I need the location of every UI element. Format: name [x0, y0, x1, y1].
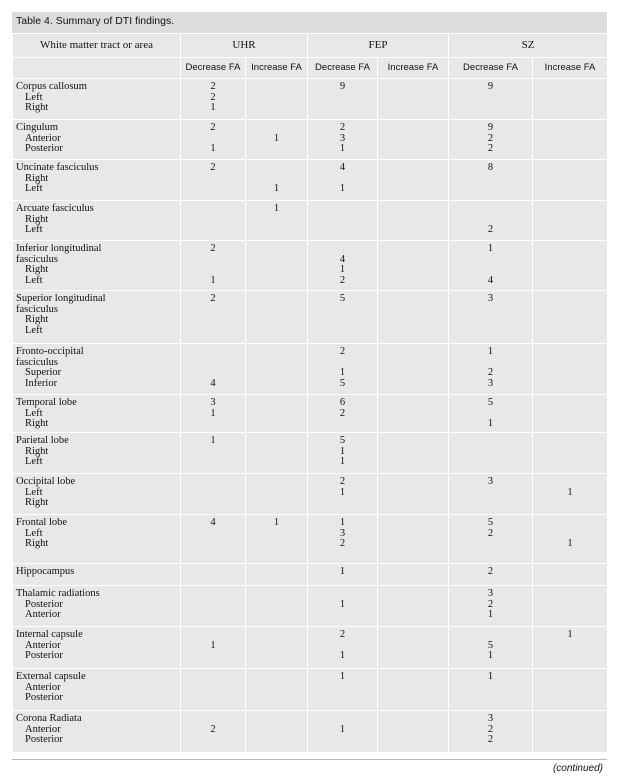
subregion-label: Posterior	[25, 143, 63, 154]
tract-cell	[13, 395, 181, 433]
fep-decrease-cell	[308, 201, 378, 241]
fep-decrease-cell	[308, 79, 378, 120]
count-value: 1	[339, 445, 346, 457]
tract-cell	[13, 241, 181, 291]
uhr-decrease-cell	[181, 241, 246, 291]
tract-column-header: White matter tract or area	[13, 34, 181, 58]
tract-label: fasciculus	[16, 303, 58, 315]
count-value: 2	[210, 243, 216, 254]
count-value: 3	[210, 397, 216, 408]
subregion-label: Right	[25, 213, 49, 225]
sz-decrease-cell	[449, 515, 533, 564]
count-value: 5	[339, 377, 346, 389]
subregion-label: Right	[25, 497, 49, 508]
count-value: 1	[210, 102, 216, 113]
tract-cell	[13, 291, 181, 344]
sz-decrease-cell	[449, 344, 533, 395]
count-value: 1	[487, 346, 494, 357]
count-value: 1	[339, 456, 346, 467]
sz-decrease-cell	[449, 711, 533, 753]
uhr-decrease-cell	[181, 669, 246, 711]
tract-label: Corona Radiata	[16, 713, 82, 724]
fep-increase-cell	[378, 344, 449, 395]
continued-note: (continued)	[552, 763, 603, 774]
tract-label: Cingulum	[16, 122, 59, 133]
count-value: 4	[487, 274, 494, 286]
tract-cell	[13, 711, 181, 753]
count-value: 1	[273, 132, 280, 144]
uhr-increase-cell	[246, 291, 308, 344]
dti-findings-table	[12, 33, 608, 753]
uhr-decrease-cell	[181, 627, 246, 669]
fep-decrease-cell	[308, 120, 378, 160]
fep-increase-cell	[378, 291, 449, 344]
uhr-increase-cell	[246, 586, 308, 627]
table-row	[13, 120, 608, 160]
count-value: 1	[210, 143, 216, 154]
count-value: 2	[487, 723, 494, 735]
count-value	[449, 255, 532, 266]
subregion-label: Left	[25, 183, 43, 194]
subheader-fep-decrease: Decrease FA	[308, 58, 378, 79]
uhr-increase-cell	[246, 515, 308, 564]
table-row	[13, 669, 608, 711]
fep-decrease-cell	[308, 291, 378, 344]
subregion-label: Left	[25, 456, 43, 467]
count-value: 3	[487, 293, 494, 304]
count-value: 2	[210, 122, 216, 133]
tract-cell	[13, 564, 181, 586]
count-value	[246, 163, 307, 174]
subregion-label: Right	[25, 538, 49, 549]
count-value: 1	[273, 517, 280, 528]
count-value: 2	[487, 598, 494, 610]
sz-decrease-cell	[449, 669, 533, 711]
count-value: 2	[339, 407, 346, 419]
count-value: 1	[339, 671, 346, 682]
tract-cell	[13, 515, 181, 564]
fep-decrease-cell	[308, 627, 378, 669]
uhr-increase-cell	[246, 79, 308, 120]
tract-label: Fronto-occipital	[16, 346, 84, 357]
count-value	[181, 630, 245, 641]
count-value	[533, 518, 607, 529]
tract-cell	[13, 160, 181, 201]
subregion-label: Anterior	[25, 132, 61, 144]
subregion-label: Left	[25, 224, 43, 235]
bottom-rule	[12, 759, 607, 760]
uhr-decrease-cell	[181, 201, 246, 241]
count-value	[181, 347, 245, 358]
tract-label: Thalamic radiations	[16, 588, 100, 599]
count-value: 4	[339, 253, 346, 265]
fep-decrease-cell	[308, 669, 378, 711]
count-value: 1	[567, 486, 573, 498]
uhr-decrease-cell	[181, 395, 246, 433]
sz-increase-cell	[533, 160, 608, 201]
sz-decrease-cell	[449, 79, 533, 120]
uhr-increase-cell	[246, 395, 308, 433]
tract-label: Temporal lobe	[16, 397, 77, 408]
count-value: 1	[487, 650, 494, 661]
sz-increase-cell	[533, 669, 608, 711]
tract-label: Corpus callosum	[16, 81, 87, 92]
fep-increase-cell	[378, 433, 449, 474]
group-header-fep: FEP	[308, 34, 449, 58]
count-value: 2	[210, 293, 216, 304]
count-value	[181, 368, 245, 379]
fep-decrease-cell	[308, 395, 378, 433]
uhr-increase-cell	[246, 120, 308, 160]
uhr-decrease-cell	[181, 711, 246, 753]
subregion-label: Inferior	[25, 377, 58, 389]
count-value: 3	[487, 588, 494, 599]
count-value	[308, 589, 377, 600]
sz-decrease-cell	[449, 433, 533, 474]
subheader-sz-increase: Increase FA	[533, 58, 608, 79]
count-value: 9	[487, 122, 494, 133]
uhr-decrease-cell	[181, 564, 246, 586]
count-value	[181, 265, 245, 276]
fep-decrease-cell	[308, 241, 378, 291]
subregion-label: Superior	[25, 367, 62, 378]
tract-label: External capsule	[16, 671, 86, 682]
count-value	[449, 204, 532, 215]
fep-increase-cell	[378, 474, 449, 515]
fep-increase-cell	[378, 627, 449, 669]
table-row	[13, 564, 608, 586]
uhr-decrease-cell	[181, 291, 246, 344]
subregion-label: Right	[25, 445, 49, 457]
count-value: 2	[487, 224, 494, 235]
count-value: 4	[210, 377, 216, 389]
count-value: 2	[339, 346, 346, 357]
fep-decrease-cell	[308, 711, 378, 753]
subregion-label: Right	[25, 102, 49, 113]
subregion-label: Right	[25, 314, 49, 325]
count-value: 9	[487, 81, 494, 92]
group-header-sz: SZ	[449, 34, 608, 58]
uhr-increase-cell	[246, 627, 308, 669]
table-row	[13, 201, 608, 241]
count-value: 1	[339, 183, 346, 194]
uhr-decrease-cell	[181, 586, 246, 627]
sz-increase-cell	[533, 711, 608, 753]
uhr-decrease-cell	[181, 433, 246, 474]
tract-label: Uncinate fasciculus	[16, 162, 99, 173]
subregion-label: Left	[25, 324, 43, 336]
count-value: 2	[339, 476, 346, 487]
count-value: 1	[487, 243, 494, 254]
count-value: 5	[487, 517, 494, 528]
uhr-increase-cell	[246, 564, 308, 586]
fep-increase-cell	[378, 120, 449, 160]
count-value: 1	[567, 538, 573, 549]
subheader-fep-increase: Increase FA	[378, 58, 449, 79]
count-value: 2	[339, 274, 346, 286]
fep-decrease-cell	[308, 474, 378, 515]
count-value	[246, 123, 307, 134]
subregion-label: Posterior	[25, 692, 63, 703]
count-value	[181, 358, 245, 369]
fep-decrease-cell	[308, 515, 378, 564]
count-value: 1	[210, 274, 216, 286]
subregion-label: Right	[25, 264, 49, 275]
subheader-sz-decrease: Decrease FA	[449, 58, 533, 79]
tract-cell	[13, 344, 181, 395]
sz-increase-cell	[533, 120, 608, 160]
count-value: 3	[487, 377, 494, 389]
fep-increase-cell	[378, 160, 449, 201]
fep-increase-cell	[378, 395, 449, 433]
count-value: 4	[339, 162, 346, 173]
count-value: 1	[567, 629, 573, 640]
subregion-label: Left	[25, 407, 43, 419]
subregion-label: Posterior	[25, 598, 63, 610]
tract-subheader-blank	[13, 58, 181, 79]
tract-label: Arcuate fasciculus	[16, 203, 94, 214]
count-value	[533, 477, 607, 488]
subregion-label: Left	[25, 486, 43, 498]
table-caption: Table 4. Summary of DTI findings.	[12, 12, 607, 33]
count-value: 2	[487, 132, 494, 144]
count-value: 2	[210, 162, 216, 173]
table-body	[13, 79, 608, 753]
fep-increase-cell	[378, 515, 449, 564]
count-value: 2	[487, 734, 494, 745]
sz-increase-cell	[533, 474, 608, 515]
fep-decrease-cell	[308, 433, 378, 474]
count-value: 1	[210, 639, 216, 651]
sz-decrease-cell	[449, 395, 533, 433]
uhr-decrease-cell	[181, 474, 246, 515]
subregion-label: Left	[25, 527, 43, 539]
count-value: 1	[210, 435, 216, 446]
table-row	[13, 586, 608, 627]
tract-label: Occipital lobe	[16, 476, 76, 487]
uhr-decrease-cell	[181, 160, 246, 201]
subregion-label: Anterior	[25, 723, 61, 735]
count-value: 5	[339, 435, 346, 446]
count-value: 1	[339, 367, 346, 378]
uhr-increase-cell	[246, 241, 308, 291]
count-value: 5	[339, 293, 346, 304]
table-row	[13, 160, 608, 201]
uhr-decrease-cell	[181, 120, 246, 160]
count-value: 5	[487, 397, 494, 408]
sz-increase-cell	[533, 395, 608, 433]
count-value: 8	[487, 162, 494, 173]
sz-increase-cell	[533, 515, 608, 564]
tract-cell	[13, 474, 181, 515]
count-value: 1	[339, 143, 346, 154]
count-value: 2	[487, 367, 494, 378]
sz-increase-cell	[533, 627, 608, 669]
tract-cell	[13, 120, 181, 160]
fep-increase-cell	[378, 669, 449, 711]
count-value	[181, 714, 245, 725]
table-row	[13, 711, 608, 753]
table-row	[13, 241, 608, 291]
tract-cell	[13, 669, 181, 711]
sz-decrease-cell	[449, 120, 533, 160]
subregion-label: Posterior	[25, 734, 63, 745]
count-value: 2	[339, 629, 346, 640]
fep-decrease-cell	[308, 564, 378, 586]
uhr-decrease-cell	[181, 515, 246, 564]
count-value: 2	[210, 723, 216, 735]
count-value: 1	[273, 183, 280, 194]
count-value	[308, 244, 377, 255]
count-value: 9	[339, 81, 346, 92]
table-row	[13, 344, 608, 395]
uhr-increase-cell	[246, 433, 308, 474]
count-value: 3	[487, 713, 494, 724]
count-value: 1	[487, 671, 494, 682]
uhr-decrease-cell	[181, 79, 246, 120]
count-value: 4	[210, 517, 216, 528]
sz-decrease-cell	[449, 291, 533, 344]
fep-increase-cell	[378, 586, 449, 627]
count-value: 1	[487, 609, 494, 620]
count-value: 2	[487, 527, 494, 539]
table-row	[13, 515, 608, 564]
count-value	[181, 255, 245, 266]
tract-label: Hippocampus	[16, 566, 75, 577]
uhr-increase-cell	[246, 201, 308, 241]
count-value: 2	[487, 566, 494, 577]
sz-increase-cell	[533, 433, 608, 474]
count-value: 1	[339, 650, 346, 661]
count-value: 5	[487, 639, 494, 651]
count-value: 3	[339, 132, 346, 144]
table-row	[13, 291, 608, 344]
sz-increase-cell	[533, 344, 608, 395]
sz-decrease-cell	[449, 241, 533, 291]
count-value: 1	[487, 418, 494, 429]
fep-increase-cell	[378, 711, 449, 753]
subheader-uhr-increase: Increase FA	[246, 58, 308, 79]
sz-decrease-cell	[449, 160, 533, 201]
tract-label: Parietal lobe	[16, 435, 69, 446]
table-row	[13, 474, 608, 515]
table-row	[13, 79, 608, 120]
sz-decrease-cell	[449, 201, 533, 241]
uhr-increase-cell	[246, 669, 308, 711]
tract-cell	[13, 586, 181, 627]
subheader-uhr-decrease: Decrease FA	[181, 58, 246, 79]
subregion-label: Left	[25, 91, 43, 103]
count-value: 2	[487, 143, 494, 154]
fep-increase-cell	[378, 241, 449, 291]
count-value: 1	[339, 486, 346, 498]
group-header-uhr: UHR	[181, 34, 308, 58]
sz-increase-cell	[533, 201, 608, 241]
sz-increase-cell	[533, 291, 608, 344]
subregion-label: Right	[25, 418, 49, 429]
uhr-increase-cell	[246, 344, 308, 395]
tract-cell	[13, 433, 181, 474]
tract-label: fasciculus	[16, 253, 58, 265]
sz-increase-cell	[533, 79, 608, 120]
fep-decrease-cell	[308, 344, 378, 395]
tract-label: Inferior longitudinal	[16, 243, 102, 254]
fep-decrease-cell	[308, 586, 378, 627]
sz-decrease-cell	[449, 586, 533, 627]
sz-decrease-cell	[449, 627, 533, 669]
count-value: 2	[339, 538, 346, 549]
count-value	[449, 265, 532, 276]
fep-increase-cell	[378, 79, 449, 120]
uhr-decrease-cell	[181, 344, 246, 395]
count-value: 3	[339, 527, 346, 539]
count-value: 1	[339, 517, 346, 528]
count-value: 1	[273, 203, 280, 214]
count-value: 1	[339, 566, 346, 577]
table-row	[13, 433, 608, 474]
tract-label: Superior longitudinal	[16, 293, 106, 304]
tract-cell	[13, 201, 181, 241]
count-value: 6	[339, 397, 346, 408]
sz-decrease-cell	[449, 564, 533, 586]
subregion-label: Anterior	[25, 681, 61, 693]
table-row	[13, 395, 608, 433]
sz-increase-cell	[533, 241, 608, 291]
subregion-label: Right	[25, 172, 49, 184]
count-value	[308, 714, 377, 725]
count-value: 1	[339, 723, 346, 735]
count-value: 2	[210, 81, 216, 92]
count-value: 1	[339, 264, 346, 275]
subregion-label: Left	[25, 274, 43, 286]
tract-cell	[13, 627, 181, 669]
count-value: 1	[210, 407, 216, 419]
tract-cell	[13, 79, 181, 120]
sz-increase-cell	[533, 586, 608, 627]
count-value: 2	[339, 122, 346, 133]
subregion-label: Anterior	[25, 639, 61, 651]
fep-increase-cell	[378, 564, 449, 586]
table-row	[13, 627, 608, 669]
uhr-increase-cell	[246, 711, 308, 753]
subregion-label: Posterior	[25, 650, 63, 661]
count-value: 3	[487, 476, 494, 487]
sz-decrease-cell	[449, 474, 533, 515]
subregion-label: Anterior	[25, 609, 61, 620]
tract-label: Internal capsule	[16, 629, 83, 640]
count-value: 1	[339, 598, 346, 610]
uhr-increase-cell	[246, 160, 308, 201]
fep-increase-cell	[378, 201, 449, 241]
tract-label: fasciculus	[16, 356, 58, 368]
fep-decrease-cell	[308, 160, 378, 201]
uhr-increase-cell	[246, 474, 308, 515]
sz-increase-cell	[533, 564, 608, 586]
tract-label: Frontal lobe	[16, 517, 68, 528]
count-value: 2	[210, 91, 216, 103]
count-value	[449, 630, 532, 641]
